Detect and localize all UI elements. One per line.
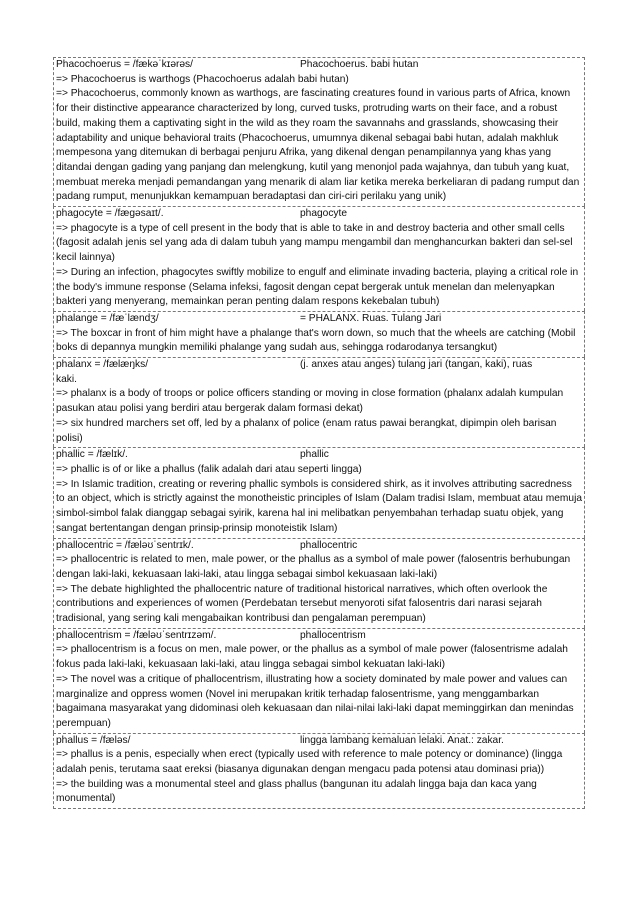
entry-term: phallocentrism = /fæləʊˈsentrɪzəm/. (56, 629, 217, 641)
entry-line: => Phacochoerus is warthogs (Phacochoerus adalah babi hutan) (56, 73, 349, 85)
entry-term: phagocyte = /fæɡəsaɪt/. (56, 208, 164, 220)
entry-term: phalange = /fæˈlændʒ/ (56, 312, 159, 324)
entry-headline (56, 448, 582, 463)
entry-line: kaki. (56, 373, 77, 385)
entry-line: => phallic is of or like a phallus (falik adalah dari atau seperti lingga) (56, 463, 362, 475)
entry-line: => six hundred marchers set off, led by a phalanx of police (enam ratus pawai berangkat, dipimpin oleh barisan polisi) (56, 417, 557, 444)
entry-phalange (53, 311, 585, 357)
entry-line: => the building was a monumental steel and glass phallus (bangunan itu adalah lingga baja dan kaca yang monumental) (56, 778, 537, 805)
entry-headline (56, 629, 582, 644)
entry-term: phallocentric = /fæləʊˈsentrɪk/. (56, 539, 194, 551)
dictionary-page (53, 57, 585, 809)
entry-headline (56, 58, 582, 73)
entry-line: => Phacochoerus, commonly known as warthogs, are fascinating creatures found in various parts of Africa, known for their distinctive appearance characterized by long, curved tusks, protruding warts on their face, and a robust build, making them a captivating sight in the wild as they roam the savannahs and grasslands, showcasing their adaptability and unique behavioral traits (Phacochoerus, umumnya dikenal sebagai babi hutan, adalah makhluk mempesona yang ditemukan di berbagai penjuru Afrika, yang dikenal dengan penampilannya yang khas yang ditandai dengan gading yang panjang dan melengkung, kutil yang menonjol pada wajahnya, dan tubuh yang kuat, membuat mereka menjadi pemandangan yang menarik di alam liar ketika mereka berkeliaran di padang rumput dan padang rumput, menunjukkan kemampuan beradaptasi dan ciri-ciri perilaku yang unik) (56, 88, 580, 203)
entry-line: => phallus is a penis, especially when erect (typically used with reference to male potency or dominance) (lingga adalah penis, terutama saat ereksi (biasanya digunakan dengan mengacu pada potensi atau dominasi pria)) (56, 749, 563, 776)
entry-line: => phallocentrism is a focus on men, male power, or the phallus as a symbol of male power (falosentrisme adalah fokus pada laki-laki, kekuasaan laki-laki, atau lingga sebagai simbol kekuatan laki-laki) (56, 644, 568, 671)
entry-phallocentric (53, 538, 585, 628)
entry-line: => The boxcar in front of him might have a phalange that's worn down, so much that the wheels are catching (Mobil boks di depannya mungkin memiliki phalange yang sudah aus, sehingga rodarodanya tersangkut) (56, 327, 576, 354)
entry-headline (56, 358, 582, 373)
entry-headline (56, 207, 582, 222)
entry-line: => The novel was a critique of phallocentrism, illustrating how a society dominated by male power and values can marginalize and oppress women (Novel ini merupakan kritik terhadap falosentrisme, yang menggambarkan bagaimana masyarakat yang didominasi oleh kekuasaan dan nilai-nilai laki-laki dapat meminggirkan dan menindas perempuan) (56, 673, 574, 729)
entry-gloss: phallocentrism (300, 629, 366, 641)
entry-line: => phallocentric is related to men, male power, or the phallus as a symbol of male power (falosentris berhubungan dengan laki-laki, kekuasaan laki-laki, atau lingga sebagai simbol kekuasaan laki-laki) (56, 554, 571, 580)
entry-gloss: phagocyte (300, 208, 348, 220)
entry-gloss: phallic (300, 449, 329, 461)
entry-headline (56, 734, 582, 749)
entry-phalanx (53, 357, 585, 447)
entry-gloss: = PHALANX. Ruas. Tulang Jari (300, 312, 442, 324)
entry-term: phalanx = /fælæŋks/ (56, 359, 149, 371)
entry-line: => During an infection, phagocytes swiftly mobilize to engulf and eliminate invading bacteria, playing a critical role in the body's immune response (Selama infeksi, fagosit dengan cepat bergerak untuk menelan dan melenyapkan bakteri yang menyerang, memainkan peran penting dalam respons kekebalan tubuh) (56, 266, 579, 308)
entry-phagocyte (53, 206, 585, 311)
entry-line: => The debate highlighted the phallocentric nature of traditional historical narratives, which often overlook the contributions and experiences of women (Perdebatan tersebut menyoroti sifat falosentris dari narasi sejarah tradisional, yang sering kali mengabaikan kontribusi dan pengalaman perempuan) (56, 583, 548, 625)
entry-gloss: Phacochoerus. babi hutan (300, 59, 419, 70)
entry-line: => phalanx is a body of troops or police officers standing or moving in close formation (phalanx adalah kumpulan pasukan atau polisi yang berdiri atau bergerak dalam formasi dekat) (56, 388, 564, 415)
entry-phallus (53, 733, 585, 810)
entry-gloss: lingga lambang kemaluan lelaki. Anat.: zakar. (300, 734, 504, 746)
entry-term: Phacochoerus = /fækəˈkɪərəs/ (56, 59, 193, 70)
entry-headline (56, 312, 582, 327)
entry-term: phallic = /fælɪk/. (56, 449, 128, 461)
entry-gloss: (j. anxes atau anges) tulang jari (tangan, kaki), ruas (300, 359, 533, 371)
entry-gloss: phallocentric (300, 539, 358, 551)
entry-phallic (53, 447, 585, 537)
entry-phallocentrism (53, 628, 585, 733)
entry-term: phallus = /fæləs/ (56, 734, 131, 746)
entry-line: => In Islamic tradition, creating or revering phallic symbols is considered shirk, as it involves attributing sacredness to an object, which is strictly against the monotheistic principles of Islam (Dalam tradisi Islam, membuat atau memuja simbol-simbol falak dianggap sebagai syirik, karena hal ini melibatkan penyembahan terhadap suatu objek, yang sangat bertentangan dengan prinsip-prinsip monoteistik Islam) (56, 478, 582, 534)
entry-line: => phagocyte is a type of cell present in the body that is able to take in and destroy bacteria and other small cells (fagosit adalah jenis sel yang ada di dalam tubuh yang mampu mengambil dan menghancurkan bakteri dan sel-sel kecil lainnya) (56, 222, 573, 264)
entry-phacochoerus (53, 57, 585, 206)
entry-headline (56, 539, 582, 554)
